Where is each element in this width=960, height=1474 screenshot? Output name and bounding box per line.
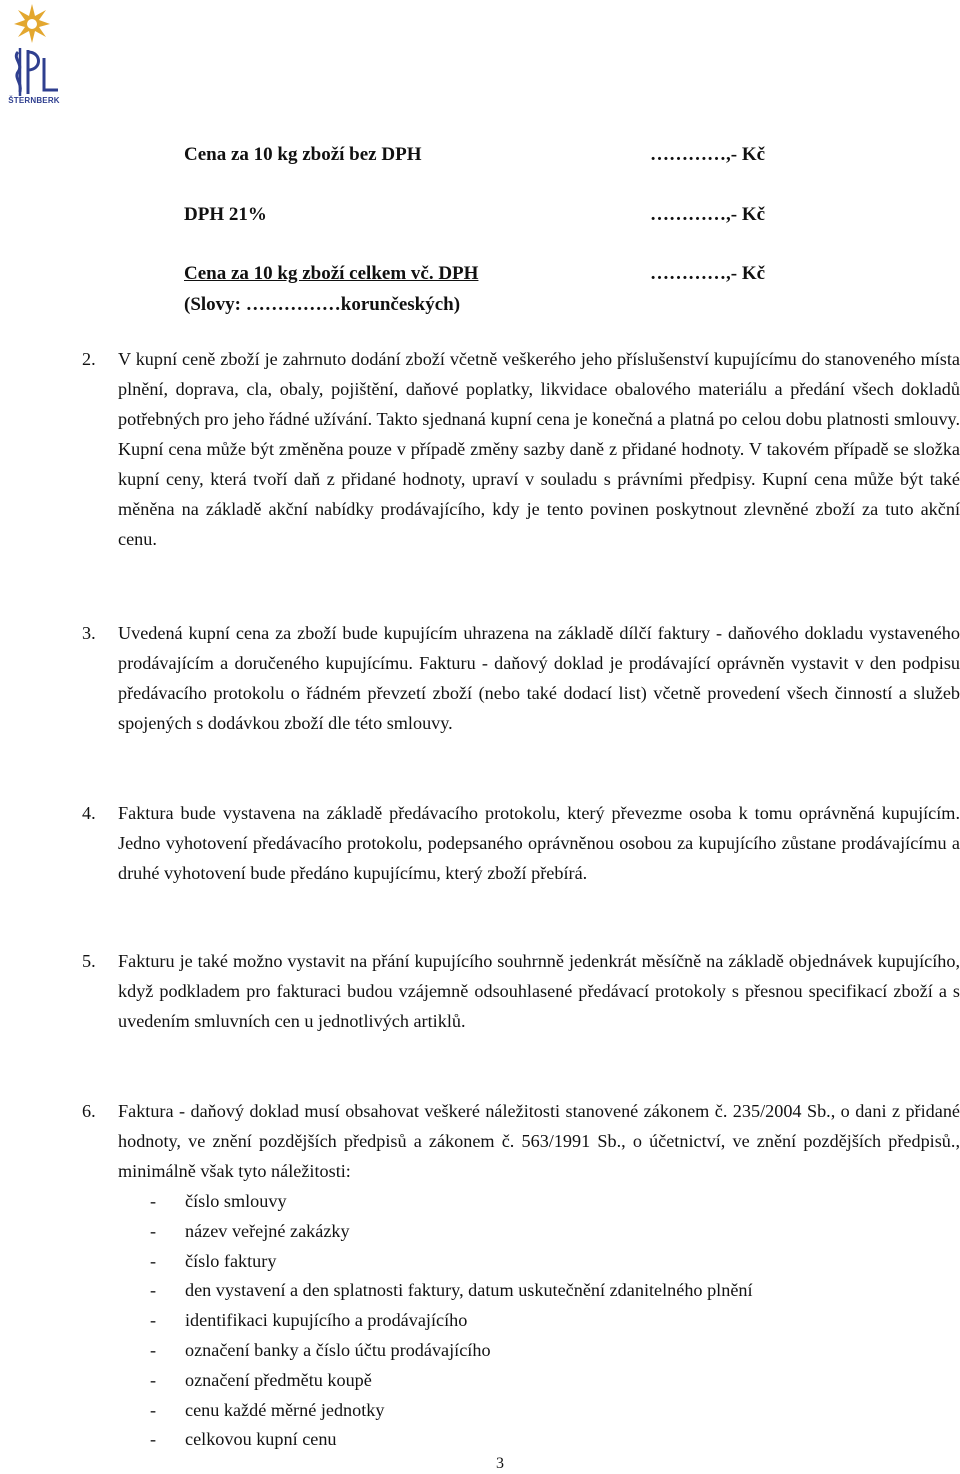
price-value-total: …………,- Kč bbox=[650, 263, 766, 284]
list-dash: - bbox=[150, 1220, 157, 1241]
star-emblem-icon bbox=[2, 2, 62, 98]
vat-label: DPH 21% bbox=[184, 204, 267, 225]
paragraph-number: 2. bbox=[82, 349, 96, 369]
list-item bbox=[150, 1366, 753, 1396]
list-dash: - bbox=[150, 1310, 157, 1331]
price-label-total: Cena za 10 kg zboží celkem vč. DPH bbox=[184, 263, 479, 284]
list-dash: - bbox=[150, 1339, 157, 1360]
list-dash: - bbox=[150, 1191, 157, 1211]
list-item bbox=[150, 1247, 753, 1277]
list-item-text: číslo faktury bbox=[185, 1250, 277, 1271]
sternberk-logo bbox=[2, 2, 62, 106]
list-dash: - bbox=[150, 1429, 157, 1450]
paragraph-number: 5. bbox=[82, 951, 96, 971]
list-item-text: celkovou kupní cenu bbox=[185, 1429, 337, 1450]
paragraph-text: V kupní ceně zboží je zahrnuto dodání zboží včetně veškerého jeho příslušenství kupujícímu do stanoveného místa plnění, doprava, cla, obaly, pojištění, daňové poplatky, likvidace obalového materiálu a předání všech dokladů potřebných pro jeho řádné užívání. Takto sjednaná kupní cena je konečná a platná po celou dobu platnosti smlouvy. Kupní cena může být změněna pouze v případě změny sazby daně z přidané hodnoty. V takovém případě se složka kupní ceny, která tvoří daň z přidané hodnoty, upraví v souladu s právními předpisy. Kupní cena může být také měněna na základě akční nabídky prodávajícího, kdy je tento povinen poskytnout zlevněné zboží za tuto akční cenu. bbox=[118, 349, 960, 549]
paragraph-5 bbox=[82, 946, 960, 1036]
list-item-text: číslo smlouvy bbox=[185, 1191, 287, 1211]
list-item bbox=[150, 1336, 753, 1366]
logo-caption: ŠTERNBERK bbox=[8, 96, 60, 105]
price-in-words: (Slovy: ……………korunčeských) bbox=[184, 294, 461, 315]
list-item-text: cenu každé měrné jednotky bbox=[185, 1399, 385, 1420]
invoice-requirements-list bbox=[150, 1187, 753, 1455]
paragraph-3 bbox=[82, 618, 960, 738]
page-number: 3 bbox=[496, 1455, 504, 1472]
list-dash: - bbox=[150, 1250, 157, 1271]
list-item bbox=[150, 1276, 753, 1306]
list-item bbox=[150, 1306, 753, 1336]
vat-value: …………,- Kč bbox=[650, 204, 766, 225]
paragraph-number: 3. bbox=[82, 623, 96, 643]
list-item-text: označení banky a číslo účtu prodávajícího bbox=[185, 1339, 491, 1360]
list-item-text: identifikaci kupujícího a prodávajícího bbox=[185, 1310, 468, 1331]
list-item bbox=[150, 1396, 753, 1426]
paragraph-number: 6. bbox=[82, 1101, 96, 1121]
paragraph-number: 4. bbox=[82, 803, 96, 823]
paragraph-text: Faktura bude vystavena na základě předávacího protokolu, který převezme osoba k tomu oprávněná kupujícím. Jedno vyhotovení předávacího protokolu, podepsaného oprávněnou osobou za kupujícího zůstane prodávajícímu a druhé vyhotovení bude předáno kupujícímu, který zboží přebírá. bbox=[118, 803, 960, 883]
paragraph-6 bbox=[82, 1096, 960, 1186]
list-item bbox=[150, 1217, 753, 1247]
paragraph-4 bbox=[82, 798, 960, 888]
paragraph-text: Faktura - daňový doklad musí obsahovat veškeré náležitosti stanovené zákonem č. 235/2004 Sb., o dani z přidané hodnoty, ve znění pozdějších předpisů a zákonem č. 563/1991 Sb., o účetnictví, ve znění pozdějších předpisů., minimálně však tyto náležitosti: bbox=[118, 1101, 960, 1181]
list-dash: - bbox=[150, 1280, 157, 1301]
list-item bbox=[150, 1425, 753, 1455]
list-dash: - bbox=[150, 1369, 157, 1390]
list-item-text: název veřejné zakázky bbox=[185, 1220, 350, 1241]
list-item-text: označení předmětu koupě bbox=[185, 1369, 372, 1390]
price-value-without-vat: …………,- Kč bbox=[650, 144, 766, 165]
list-item bbox=[150, 1187, 753, 1217]
list-dash: - bbox=[150, 1399, 157, 1420]
price-label-without-vat: Cena za 10 kg zboží bez DPH bbox=[184, 144, 422, 165]
paragraph-text: Uvedená kupní cena za zboží bude kupujícím uhrazena na základě dílčí faktury - daňového dokladu vystaveného prodávajícím a doručeného kupujícímu. Fakturu - daňový doklad je prodávající oprávněn vystavit v den podpisu předávacího protokolu o řádném převzetí zboží (nebo také dodací list) včetně provedení všech činností a služeb spojených s dodávkou zboží dle této smlouvy. bbox=[118, 623, 960, 733]
paragraph-2 bbox=[82, 344, 960, 554]
paragraph-text: Fakturu je také možno vystavit na přání kupujícího souhrnně jedenkrát měsíčně na základě objednávek kupujícího, když podkladem pro fakturaci budou vzájemně odsouhlasené předávací protokoly s přesnou specifikací zboží a s uvedením smluvních cen u jednotlivých artiklů. bbox=[118, 951, 960, 1031]
list-item-text: den vystavení a den splatnosti faktury, datum uskutečnění zdanitelného plnění bbox=[185, 1280, 753, 1301]
